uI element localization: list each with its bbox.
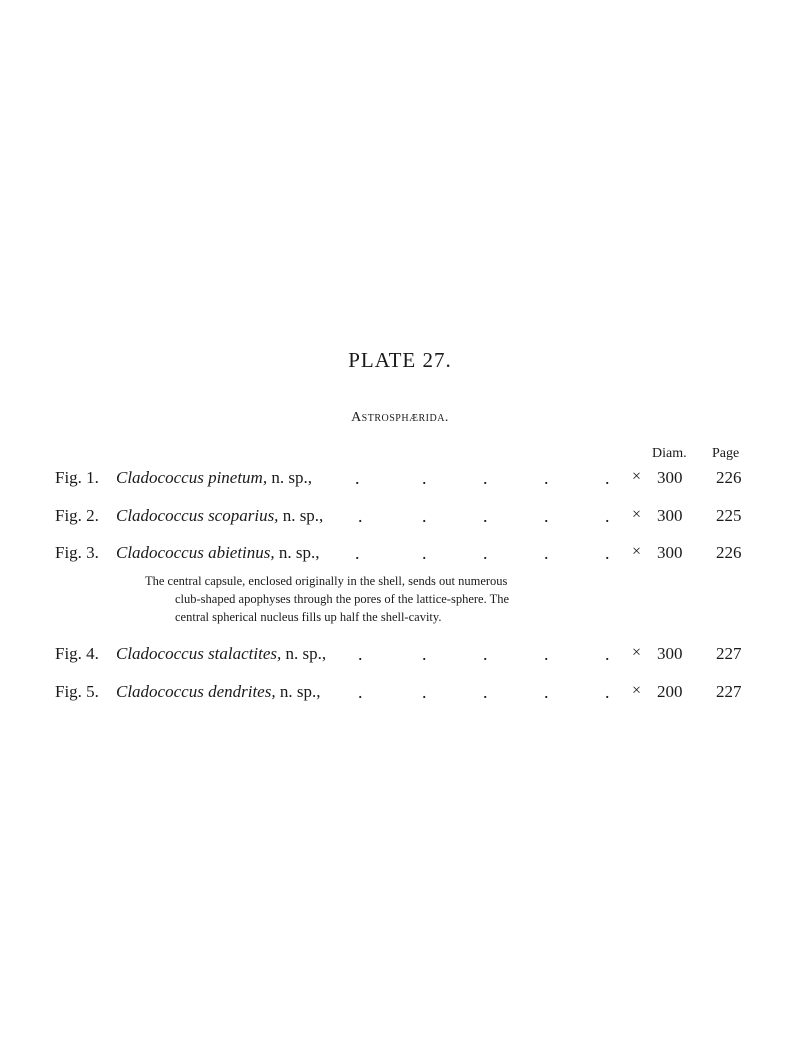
leader-dot: . <box>605 644 610 664</box>
leader-dot: . <box>605 543 610 563</box>
figure-row-1 <box>0 468 800 492</box>
magnification-sign: × <box>632 682 642 699</box>
species-binomial: Cladococcus abietinus, <box>116 543 275 562</box>
page-value: 225 <box>716 506 742 525</box>
species-name <box>116 506 323 526</box>
species-suffix: n. sp., <box>285 644 327 663</box>
leader-dot: . <box>605 682 610 702</box>
figure-row-2 <box>0 506 800 530</box>
figure-row-3 <box>0 543 800 567</box>
figure-3-description <box>145 572 615 626</box>
page-value: 226 <box>716 543 742 562</box>
leader-dot: . <box>355 468 360 488</box>
figure-label: Fig. 5. <box>55 682 99 701</box>
species-binomial: Cladococcus pinetum, <box>116 468 268 487</box>
page-value: 227 <box>716 682 742 701</box>
species-name <box>116 468 312 488</box>
figure-row-5 <box>0 682 800 706</box>
page-value: 227 <box>716 644 742 663</box>
figure-label: Fig. 2. <box>55 506 99 525</box>
leader-dot: . <box>422 682 427 702</box>
figure-label: Fig. 4. <box>55 644 99 663</box>
species-suffix: n. sp., <box>278 543 320 562</box>
magnification-sign: × <box>632 644 642 661</box>
magnification-sign: × <box>632 543 642 560</box>
plate-title: PLATE 27. <box>348 348 452 372</box>
species-name <box>116 682 320 702</box>
diameter-value: 300 <box>657 644 683 663</box>
leader-dot: . <box>544 644 549 664</box>
species-suffix: n. sp., <box>282 506 324 525</box>
leader-dot: . <box>358 682 363 702</box>
species-binomial: Cladococcus scoparius, <box>116 506 279 525</box>
leader-dot: . <box>422 468 427 488</box>
page-value: 226 <box>716 468 742 487</box>
page-column-header: Page <box>712 446 740 461</box>
leader-dot: . <box>355 543 360 563</box>
leader-dot: . <box>422 543 427 563</box>
leader-dot: . <box>483 506 488 526</box>
diameter-value: 300 <box>657 468 683 487</box>
magnification-sign: × <box>632 468 642 485</box>
leader-dot: . <box>605 468 610 488</box>
species-binomial: Cladococcus dendrites, <box>116 682 276 701</box>
diameter-value: 300 <box>657 506 683 525</box>
diam-column-header: Diam. <box>652 446 687 461</box>
species-suffix: n. sp., <box>271 468 312 487</box>
description-line: The central capsule, enclosed originally in the shell, sends out numerous <box>145 574 508 588</box>
figure-row-4 <box>0 644 800 668</box>
leader-dot: . <box>544 682 549 702</box>
leader-dot: . <box>544 468 549 488</box>
leader-dot: . <box>422 506 427 526</box>
section-title: Astrosphærida. <box>351 410 449 425</box>
species-suffix: n. sp., <box>279 682 321 701</box>
description-line: club-shaped apophyses through the pores of the lattice-sphere. The <box>175 592 510 606</box>
leader-dot: . <box>544 543 549 563</box>
leader-dot: . <box>605 506 610 526</box>
leader-dot: . <box>483 543 488 563</box>
leader-dot: . <box>544 506 549 526</box>
species-name <box>116 644 326 664</box>
diameter-value: 300 <box>657 543 683 562</box>
magnification-sign: × <box>632 506 642 523</box>
figure-label: Fig. 1. <box>55 468 99 487</box>
leader-dot: . <box>483 644 488 664</box>
leader-dot: . <box>483 468 488 488</box>
diameter-value: 200 <box>657 682 683 701</box>
species-name <box>116 543 320 563</box>
figure-label: Fig. 3. <box>55 543 99 562</box>
description-line: central spherical nucleus fills up half the shell-cavity. <box>175 610 442 624</box>
leader-dot: . <box>422 644 427 664</box>
leader-dot: . <box>358 506 363 526</box>
leader-dot: . <box>358 644 363 664</box>
species-binomial: Cladococcus stalactites, <box>116 644 282 663</box>
leader-dot: . <box>483 682 488 702</box>
